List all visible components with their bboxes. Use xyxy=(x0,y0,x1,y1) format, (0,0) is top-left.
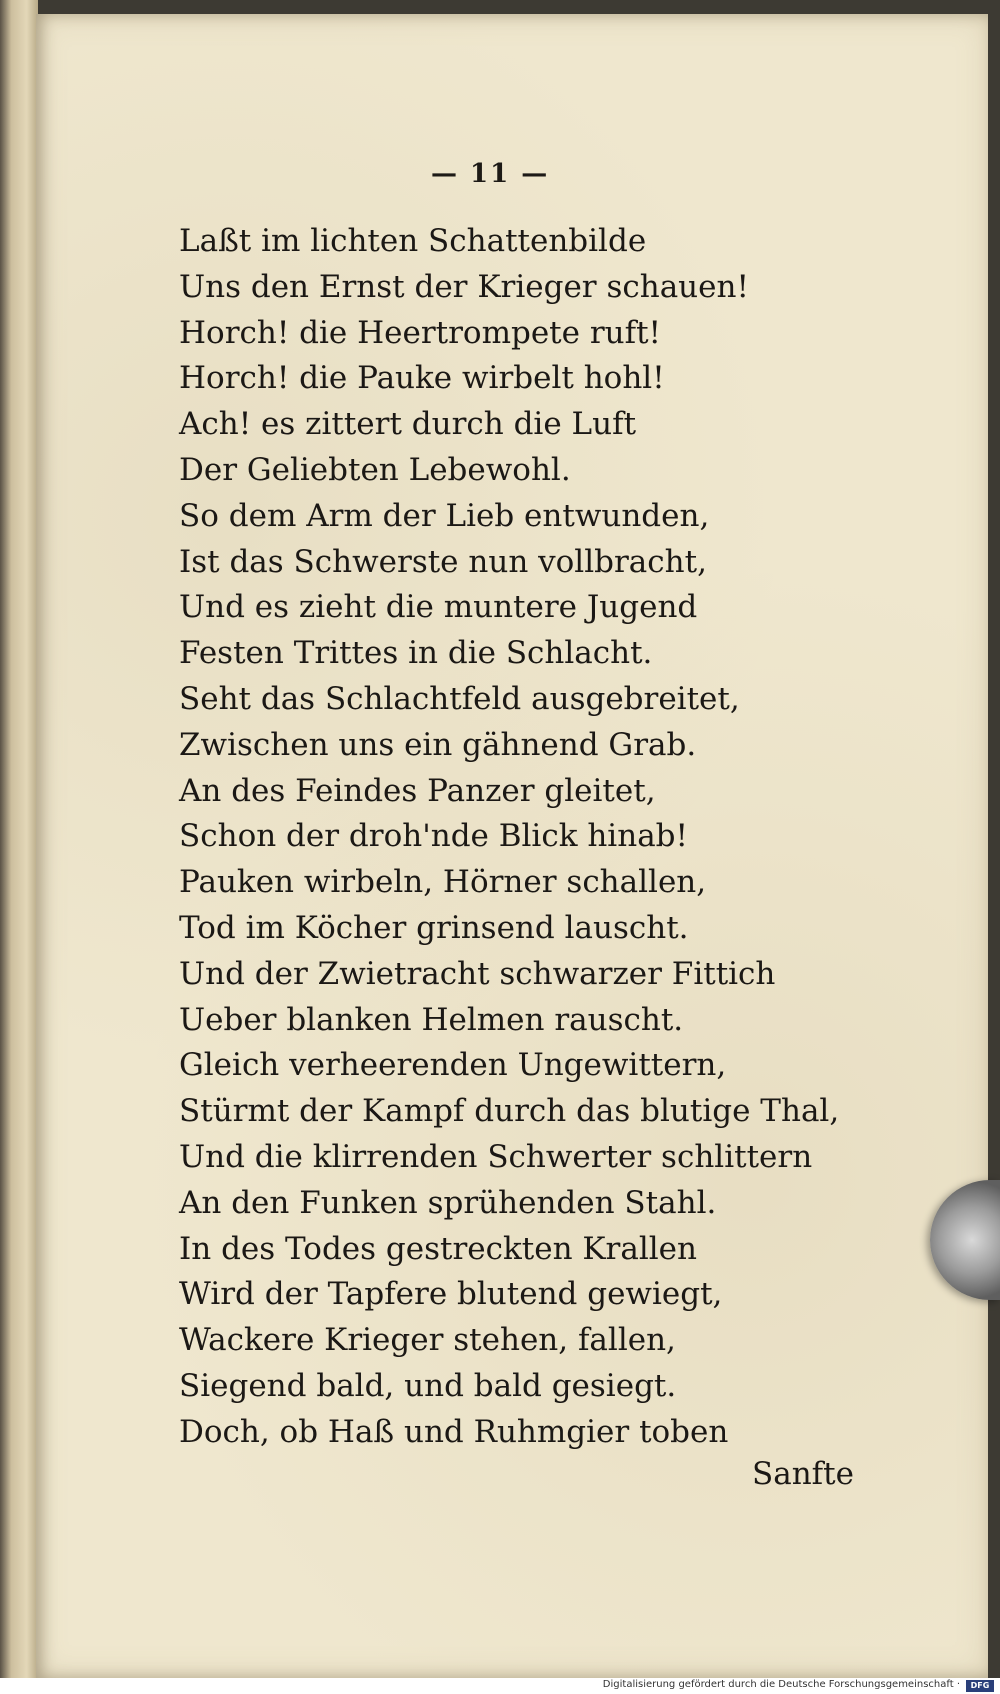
poem-text xyxy=(179,219,879,1456)
poem-line: Stürmt der Kampf durch das blutige Thal, xyxy=(179,1093,840,1130)
poem-line: Laßt im lichten Schattenbilde xyxy=(179,223,647,259)
poem-line: Gleich verheerenden Ungewittern, xyxy=(179,1047,727,1084)
book-spine xyxy=(0,0,38,1682)
poem-line: Doch, ob Haß und Ruhmgier toben xyxy=(179,1413,729,1450)
digitization-credit: Digitalisierung gefördert durch die Deutsche Forschungsgemeinschaft · xyxy=(602,1679,960,1690)
poem-line: Uns den Ernst der Krieger schauen! xyxy=(179,268,749,305)
poem-line: Tod im Köcher grinsend lauscht. xyxy=(179,909,689,946)
catchword: Sanfte xyxy=(752,1456,854,1492)
poem-line: Ist das Schwerste nun vollbracht, xyxy=(179,543,707,580)
poem-line: In des Todes gestreckten Krallen xyxy=(179,1230,697,1267)
poem-line: Wackere Krieger stehen, fallen, xyxy=(179,1322,676,1359)
poem-line: Und es zieht die muntere Jugend xyxy=(179,589,698,626)
poem-line: An den Funken sprühenden Stahl. xyxy=(179,1184,717,1221)
book-page xyxy=(36,14,988,1678)
poem-line: Festen Trittes in die Schlacht. xyxy=(179,635,653,672)
poem-line: Horch! die Heertrompete ruft! xyxy=(179,314,662,351)
poem-line: Ach! es zittert durch die Luft xyxy=(179,406,637,443)
poem-line: Seht das Schlachtfeld ausgebreitet, xyxy=(179,680,740,717)
poem-line: Pauken wirbeln, Hörner schallen, xyxy=(179,864,707,901)
dfg-logo: DFG xyxy=(966,1680,994,1692)
poem-line: So dem Arm der Lieb entwunden, xyxy=(179,497,710,534)
poem-line: Schon der droh'nde Blick hinab! xyxy=(179,818,688,855)
poem-line: Der Geliebten Lebewohl. xyxy=(179,451,571,488)
poem-line: Und der Zwietracht schwarzer Fittich xyxy=(179,955,776,992)
poem-line: Ueber blanken Helmen rauscht. xyxy=(179,1001,684,1038)
poem-line: Und die klirrenden Schwerter schlittern xyxy=(179,1138,813,1175)
poem-line: Horch! die Pauke wirbelt hohl! xyxy=(179,360,665,397)
poem-line: Zwischen uns ein gähnend Grab. xyxy=(179,726,697,763)
poem-line: Wird der Tapfere blutend gewiegt, xyxy=(179,1276,723,1313)
page-number: — 11 — xyxy=(431,159,550,189)
poem-line: Siegend bald, und bald gesiegt. xyxy=(179,1367,677,1404)
poem-line: An des Feindes Panzer gleitet, xyxy=(179,772,656,809)
